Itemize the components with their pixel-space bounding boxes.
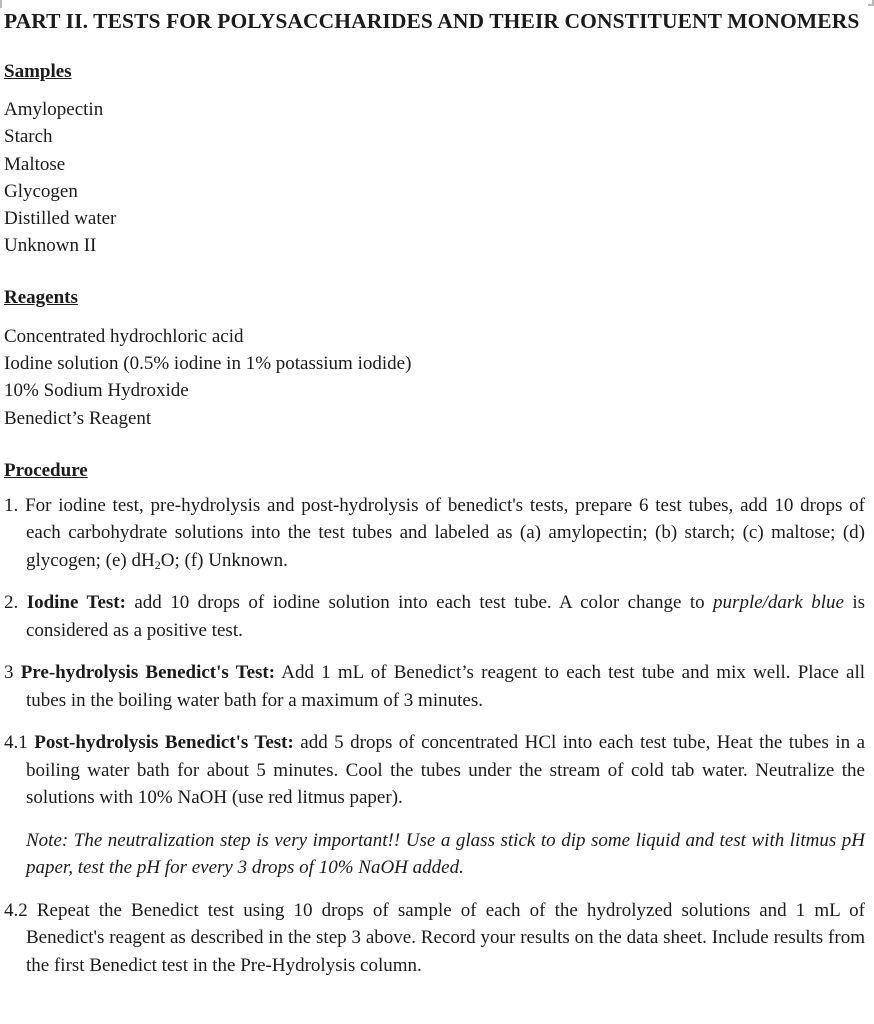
list-item: Benedict’s Reagent <box>4 407 152 429</box>
procedure-step-4-2 <box>4 897 865 980</box>
step-text: O; (f) Unknown. <box>160 549 288 571</box>
step-number: 1. <box>4 494 19 516</box>
step-label: Iodine Test: <box>26 592 126 614</box>
list-item: 10% Sodium Hydroxide <box>4 380 189 402</box>
samples-list <box>4 96 865 260</box>
list-item: Distilled water <box>4 208 117 230</box>
page-edge-right <box>868 0 874 6</box>
reagents-list <box>4 323 865 432</box>
step-text: Repeat the Benedict test using 10 drops of sample of each of the hydrolyzed solutions and 1 mL of Benedict's reagent as described in the step 3 above. Record your results on the data sheet. Include results from the first Benedict test in the Pre-Hydrolysis column. <box>26 899 866 976</box>
procedure-step-4-1 <box>4 729 865 812</box>
step-number: 3 <box>4 662 14 684</box>
emphasis: purple/dark blue <box>713 592 844 614</box>
step-number: 4.2 <box>4 899 28 921</box>
list-item: Maltose <box>4 153 66 175</box>
list-item: Starch <box>4 126 53 148</box>
procedure-heading: Procedure <box>4 459 88 481</box>
step-text: add 5 drops of concentrated HCl into each test tube, Heat the tubes in a boiling water bath for about 5 minutes. Cool the tubes under the stream of cold tab water. Neutralize the solutions with 10% NaOH (use red litmus paper). <box>26 732 866 809</box>
step-label: Post-hydrolysis Benedict's Test: <box>34 732 294 754</box>
procedure-step-1 <box>4 492 865 575</box>
subscript: 2 <box>154 557 161 572</box>
step-number: 2. <box>4 592 19 614</box>
reagents-heading: Reagents <box>4 286 78 308</box>
list-item: Amylopectin <box>4 99 104 120</box>
list-item: Unknown II <box>4 235 97 257</box>
step-label: Pre-hydrolysis Benedict's Test: <box>20 662 276 684</box>
list-item: Glycogen <box>4 180 78 202</box>
procedure-step-2 <box>4 589 865 644</box>
page-title: PART II. TESTS FOR POLYSACCHARIDES AND THEIR CONSTITUENT MONOMERS <box>4 9 860 33</box>
page-edge-left <box>0 0 2 8</box>
step-text: Add 1 mL of Benedict’s reagent to each test tube and mix well. Place all tubes in the boiling water bath for a maximum of 3 minutes. <box>26 662 866 711</box>
procedure-step-3 <box>4 659 865 714</box>
step-text: is considered as a positive test. <box>26 592 866 641</box>
list-item: Concentrated hydrochloric acid <box>4 325 244 347</box>
samples-heading: Samples <box>4 61 72 82</box>
neutralization-note: Note: The neutralization step is very important!! Use a glass stick to dip some liquid and test with litmus pH paper, test the pH for every 3 drops of 10% NaOH added. <box>26 829 865 879</box>
step-text: For iodine test, pre-hydrolysis and post-hydrolysis of benedict's tests, prepare 6 test tubes, add 10 drops of each carbohydrate solutions into the test tubes and labeled as (a) amylopectin; (b) starch; (c) maltose; (d) glycogen; (e) dH <box>25 494 866 571</box>
list-item: Iodine solution (0.5% iodine in 1% potassium iodide) <box>4 353 412 375</box>
document-page <box>4 5 865 979</box>
step-number: 4.1 <box>4 732 28 754</box>
step-text: add 10 drops of iodine solution into each test tube. A color change to <box>134 592 705 614</box>
